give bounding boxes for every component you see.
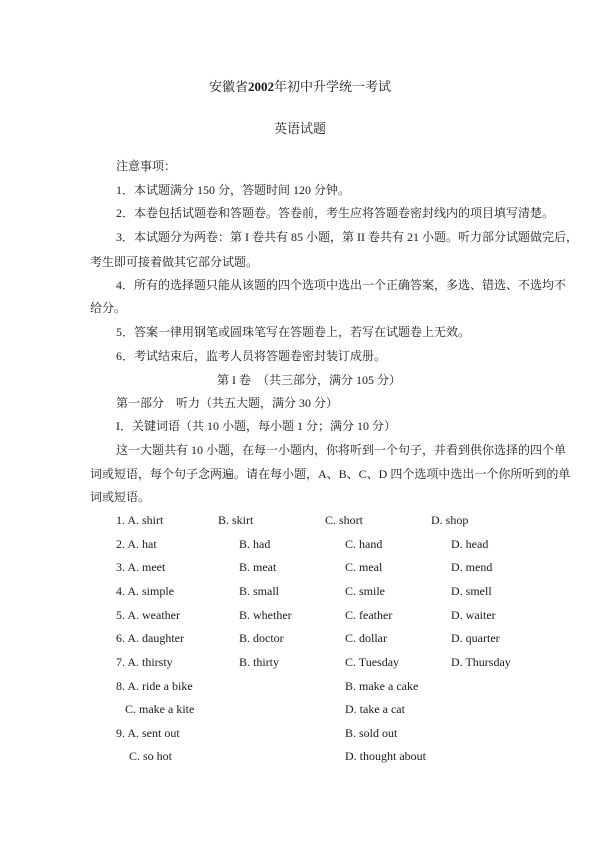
note-item: 6．考试结束后，监考人员将答题卷密封装订成册。: [116, 349, 387, 363]
question-option: D. smell: [451, 584, 492, 598]
note-item: 考生即可接着做其它部分试题。: [90, 255, 259, 269]
question-option: 2. A. hat: [116, 537, 157, 551]
question-option: C. smile: [345, 584, 386, 598]
section-heading: I．关键词语（共 10 小题，每小题 1 分；满分 10 分）: [116, 419, 396, 433]
instruction-line: 这一大题共有 10 小题，在每一小题内，你将听到一个句子，并看到供你选择的四个单: [116, 443, 567, 457]
question-option: B. skirt: [218, 513, 254, 527]
question-option: C. short: [325, 513, 364, 527]
question-option: B. had: [239, 537, 271, 551]
note-item: 3．本试题分为两卷：第 I 卷共有 85 小题，第 II 卷共有 21 小题。听力部分试题做完后，: [116, 230, 578, 244]
exam-title: [0, 80, 600, 94]
question-option: B. meat: [239, 560, 277, 574]
question-option: 3. A. meet: [116, 560, 166, 574]
question-option: C. hand: [345, 537, 383, 551]
question-option: B. sold out: [345, 726, 398, 740]
note-item: 5．答案一律用钢笔或圆珠笔写在答题卷上，若写在试题卷上无效。: [116, 325, 471, 339]
note-item: 给分。: [90, 301, 127, 315]
question-option: C. Tuesday: [345, 655, 400, 669]
question-option: C. make a kite: [125, 702, 195, 716]
question-option: 8. A. ride a bike: [116, 679, 193, 693]
note-item: 2．本卷包括试题卷和答题卷。答卷前，考生应将答题卷密封线内的项目填写清楚。: [116, 206, 555, 220]
question-option: D. thought about: [345, 749, 426, 763]
question-option: B. whether: [239, 608, 292, 622]
question-option: B. make a cake: [345, 679, 419, 693]
question-option: D. head: [451, 537, 489, 551]
note-item: 4．所有的选择题只能从该题的四个选项中选出一个正确答案，多选、错选、不选均不: [116, 278, 567, 292]
question-option: D. Thursday: [451, 655, 511, 669]
question-option: 6. A. daughter: [116, 631, 184, 645]
part-heading: 第一部分 听力（共五大题，满分 30 分）: [116, 396, 339, 410]
exam-subtitle: 英语试题: [273, 121, 326, 136]
question-option: C. feather: [345, 608, 393, 622]
notes-heading: 注意事项：: [116, 159, 177, 173]
note-item: 1．本试题满分 150 分，答题时间 120 分钟。: [116, 183, 351, 197]
volume-heading: 第 I 卷 （共三部分，满分 105 分）: [217, 373, 401, 387]
question-option: B. thirty: [239, 655, 280, 669]
question-option: C. so hot: [129, 749, 173, 763]
question-option: 4. A. simple: [116, 584, 175, 598]
question-option: 1. A. shirt: [116, 513, 164, 527]
question-option: D. shop: [431, 513, 469, 527]
question-option: D. take a cat: [345, 702, 405, 716]
question-option: 5. A. weather: [116, 608, 180, 622]
question-option: D. mend: [451, 560, 493, 574]
question-option: B. small: [239, 584, 280, 598]
question-option: C. dollar: [345, 631, 387, 645]
question-option: B. doctor: [239, 631, 284, 645]
instruction-line: 词或短语。: [90, 490, 151, 504]
question-option: C. meal: [345, 560, 383, 574]
question-option: 7. A. thirsty: [116, 655, 173, 669]
question-option: D. waiter: [451, 608, 496, 622]
title-exam: 年初中升学统一考试: [274, 79, 392, 94]
title-province: 安徽省: [208, 79, 248, 94]
question-option: D. quarter: [451, 631, 500, 645]
instruction-line: 词或短语，每个句子念两遍。请在每小题，A、B、C、D 四个选项中选出一个你所听到的单: [90, 467, 571, 481]
title-year: 2002: [248, 79, 274, 94]
question-option: 9. A. sent out: [116, 726, 180, 740]
